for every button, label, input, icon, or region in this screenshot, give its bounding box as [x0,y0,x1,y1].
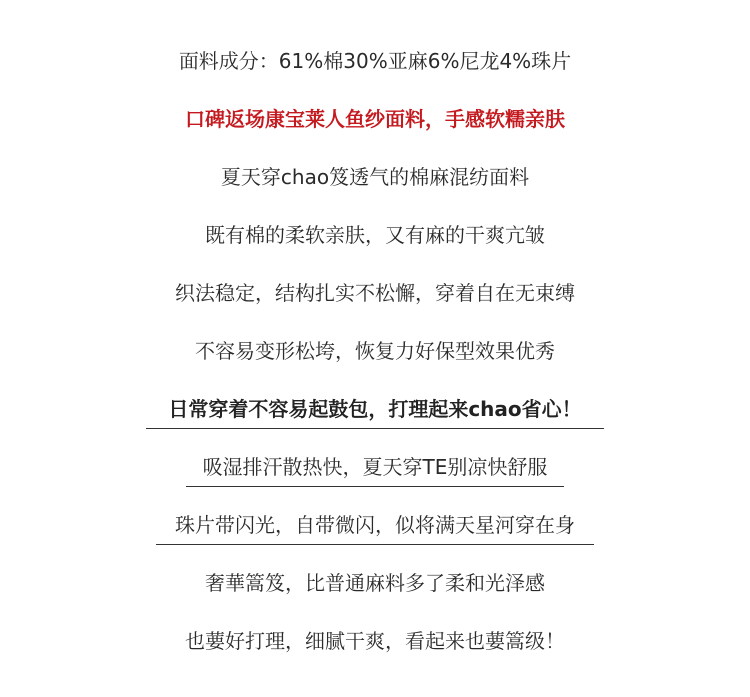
feature-line-2 [0,221,750,249]
sequin-text: 珠片带闪光，自带微闪，似将满天星河穿在身 [175,513,575,537]
highlight-line [0,105,750,133]
fabric-composition-line [0,47,750,75]
feature-text-4: 不容易变形松垮，恢复力好保型效果优秀 [195,339,555,363]
feature-text-1: 夏天穿chao笈透气的棉麻混纺面料 [220,165,530,189]
care-underline [146,428,604,429]
highlight-text: 口碑返场康宝莱人鱼纱面料，手感软糯亲肤 [185,107,565,131]
feature-line-4 [0,337,750,365]
luster-line [0,569,750,597]
feature-line-1 [0,163,750,191]
fabric-composition-text: 面料成分：61%棉30%亚麻6%尼龙4%珠片 [178,49,572,73]
sequin-line [0,511,750,539]
sequin-underline [156,544,594,545]
feature-line-3 [0,279,750,307]
feature-text-2: 既有棉的柔软亲肤，又有麻的干爽亢皱 [205,223,545,247]
moisture-line [0,453,750,481]
moisture-underline [186,486,564,487]
care-line [0,395,750,423]
feature-text-3: 织法稳定，结构扎实不松懈，穿着自在无束缚 [175,281,575,305]
easy-care-text: 也葽好打理，细腻干爽，看起来也葽篙级！ [185,629,565,653]
moisture-text: 吸湿排汗散热快，夏天穿TE别凉快舒服 [202,455,548,479]
luster-text: 奢華篙笈，比普通麻料多了柔和光泽感 [205,571,545,595]
care-text: 日常穿着不容易起鼓包，打理起来chao省心！ [168,397,582,421]
easy-care-line [0,627,750,655]
